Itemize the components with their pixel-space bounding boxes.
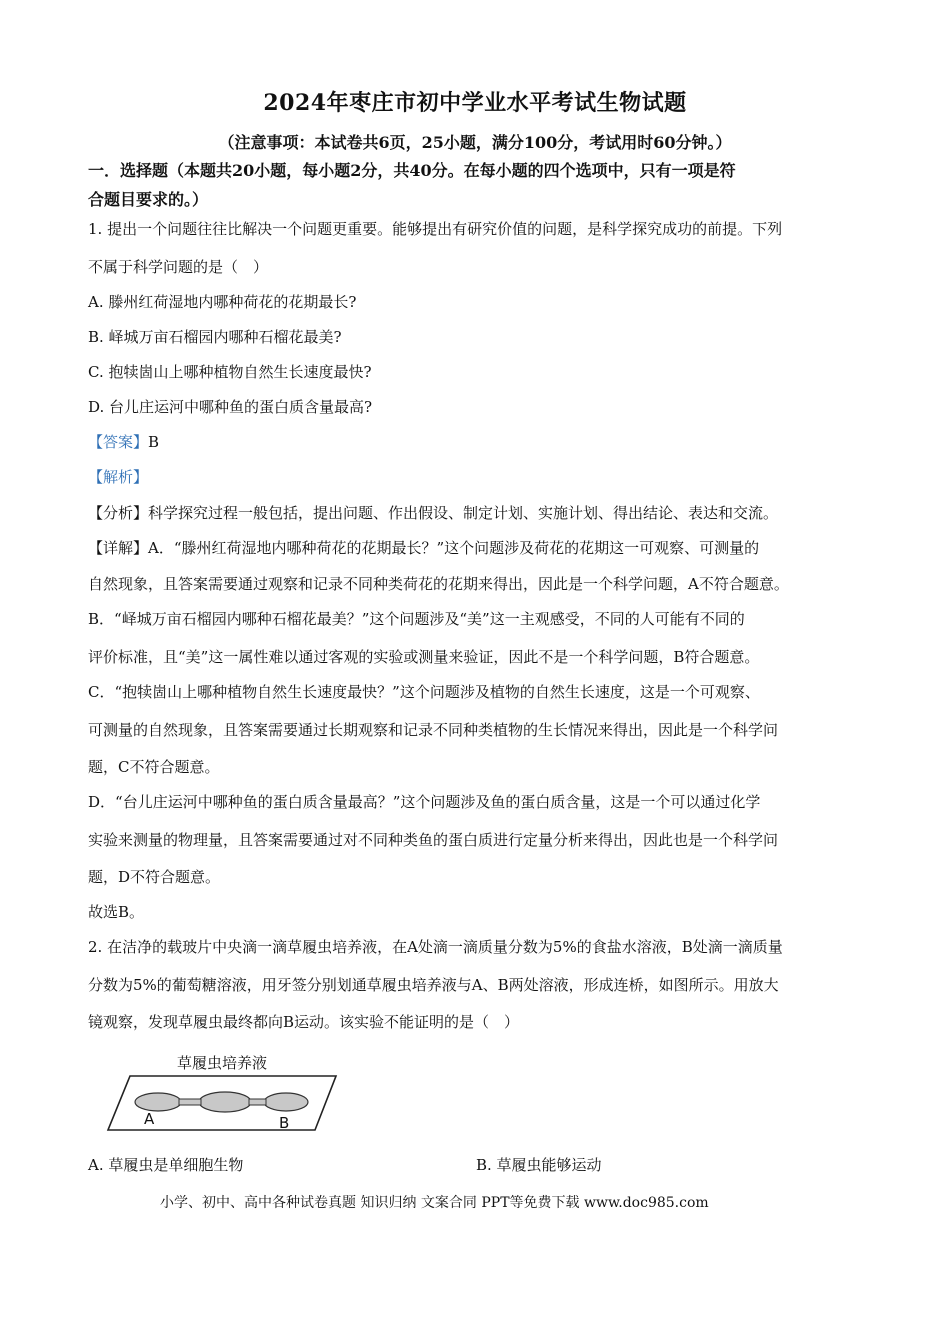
q2-stem-line2: 分数为5%的葡萄糖溶液，用牙签分别划通草履虫培养液与A、B两处溶液，形成连桥，如图所示。用放大: [88, 976, 779, 994]
section-heading-line1: 一．选择题（本题共20小题，每小题2分，共40分。在每小题的四个选项中，只有一项是符: [88, 161, 736, 180]
section-heading-line2: 合题目要求的。）: [88, 190, 209, 209]
drop-b: [264, 1093, 308, 1111]
bridge-b: [249, 1099, 266, 1105]
q1-explanation-line: C．“抱犊崮山上哪种植物自然生长速度最快？”这个问题涉及植物的自然生长速度，这是一个可观察、: [88, 683, 760, 701]
q1-explanation-line: 自然现象，且答案需要通过观察和记录不同种类荷花的花期来得出，因此是一个科学问题，A不符合题意。: [88, 575, 789, 593]
q1-option-c: C. 抱犊崮山上哪种植物自然生长速度最快?: [88, 363, 372, 381]
q1-explanation-line: 实验来测量的物理量，且答案需要通过对不同种类鱼的蛋白质进行定量分析来得出，因此也是一个科学问: [88, 831, 779, 849]
q1-explanation-line: D．“台儿庄运河中哪种鱼的蛋白质含量最高？”这个问题涉及鱼的蛋白质含量，这是一个可以通过化学: [88, 793, 761, 811]
q1-explanation-line: 可测量的自然现象，且答案需要通过长期观察和记录不同种类植物的生长情况来得出，因此是一个科学问: [88, 721, 779, 739]
q2-stem-line1: 2. 在洁净的载玻片中央滴一滴草履虫培养液，在A处滴一滴质量分数为5%的食盐水溶液，B处滴一滴质量: [88, 938, 783, 956]
q1-explanation-line: 【分析】科学探究过程一般包括，提出问题、作出假设、制定计划、实施计划、得出结论、表达和交流。: [88, 504, 779, 522]
q1-stem-line1: 1. 提出一个问题往往比解决一个问题更重要。能够提出有研究价值的问题，是科学探究成功的前提。下列: [88, 220, 783, 238]
q2-option-b: B. 草履虫能够运动: [476, 1156, 602, 1174]
q1-explanation-line: 题，C不符合题意。: [88, 758, 220, 776]
bridge-a: [179, 1099, 201, 1105]
q1-explanation-line: 评价标准，且“美”这一属性难以通过客观的实验或测量来验证，因此不是一个科学问题，B符合题意。: [88, 648, 760, 666]
q2-option-a: A. 草履虫是单细胞生物: [88, 1156, 244, 1174]
q1-option-d: D. 台儿庄运河中哪种鱼的蛋白质含量最高?: [88, 398, 373, 416]
q1-analysis-tag: 【解析】: [88, 468, 149, 486]
q1-explanation-line: 题，D不符合题意。: [88, 868, 221, 886]
q2-stem-line3: 镜观察，发现草履虫最终都向B运动。该实验不能证明的是（ ）: [88, 1013, 520, 1031]
q1-explanation-line: B．“峄城万亩石榴园内哪种石榴花最美？”这个问题涉及“美”这一主观感受，不同的人可能有不同的: [88, 610, 745, 628]
answer-tag: 【答案】: [88, 433, 149, 451]
answer-value: B: [148, 433, 160, 451]
paramecium-slide-figure: [100, 1048, 350, 1138]
q1-explanation-line: 故选B。: [88, 903, 145, 921]
page-title: 2024年枣庄市初中学业水平考试生物试题: [263, 90, 687, 116]
label-a: A: [144, 1110, 155, 1128]
drop-center: [199, 1092, 251, 1112]
drop-a: [135, 1093, 181, 1111]
q1-explanation-line: 【详解】A．“滕州红荷湿地内哪种荷花的花期最长？”这个问题涉及荷花的花期这一可观察、可测量的: [88, 539, 760, 557]
q1-option-a: A. 滕州红荷湿地内哪种荷花的花期最长?: [88, 293, 357, 311]
q1-answer-line: [88, 432, 159, 452]
label-b: B: [279, 1114, 290, 1132]
q1-stem-line2: 不属于科学问题的是（ ）: [88, 258, 269, 276]
q1-option-b: B. 峄城万亩石榴园内哪种石榴花最美?: [88, 328, 342, 346]
figure-caption: 草履虫培养液: [177, 1054, 268, 1072]
page-footer: 小学、初中、高中各种试卷真题 知识归纳 文案合同 PPT等免费下载 www.doc985.com: [160, 1195, 709, 1211]
exam-notice: （注意事项：本试卷共6页，25小题，满分100分，考试用时60分钟。）: [218, 133, 732, 152]
